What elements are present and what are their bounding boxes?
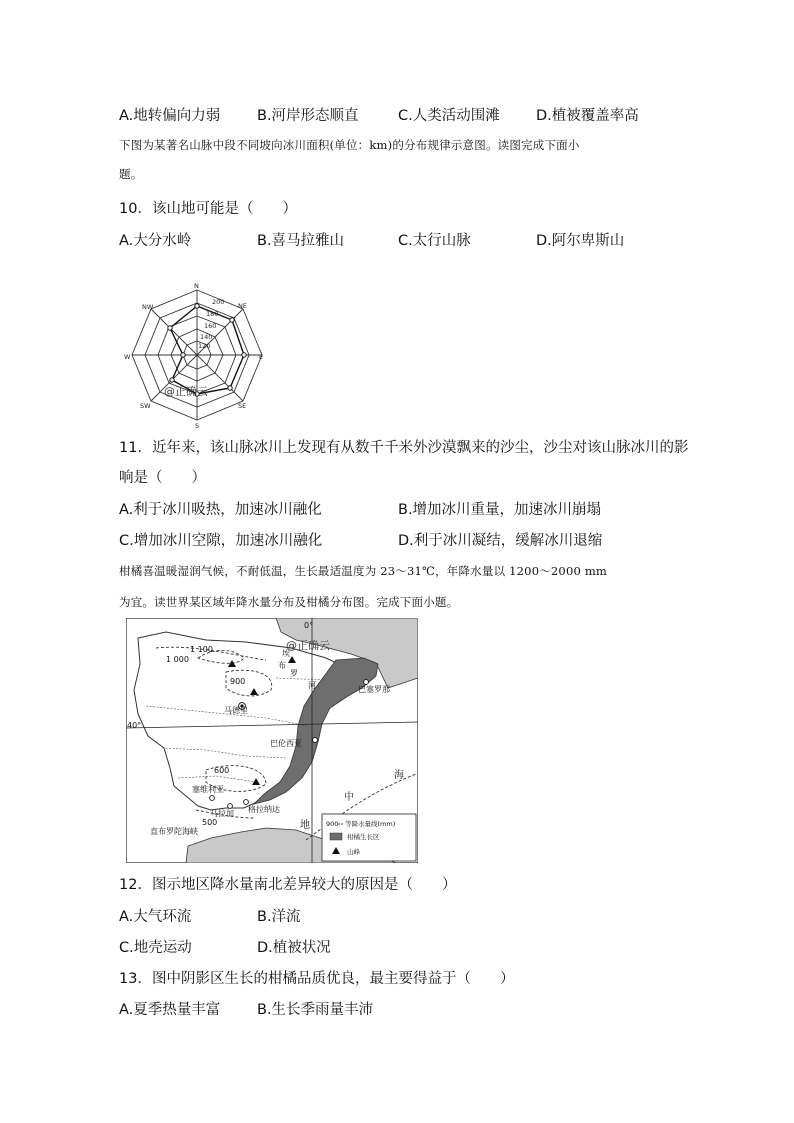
- glacier-radar-figure: [120, 282, 270, 430]
- map-label-malaga: 马拉加: [210, 809, 234, 818]
- radar-label-s: S: [195, 422, 200, 430]
- q12-option-b: B.洋流: [257, 909, 301, 925]
- legend-isohyet: 等降水量线(mm): [345, 820, 396, 828]
- radar-label-ne: NE: [238, 302, 247, 310]
- intro-2-line-1: 柑橘喜温暖湿润气候，不耐低温，生长最适温度为 23～31℃，年降水量以 1200～2000 mm: [119, 564, 608, 578]
- city-sevilla: [210, 796, 215, 801]
- intro-2-line-2: 为宜。读世界某区域年降水量分布及柑橘分布图。完成下面小题。: [119, 595, 459, 609]
- radar-ring-label-180: 180: [206, 310, 219, 318]
- city-valencia: [313, 738, 318, 743]
- isohyet-label-1100: 1 100: [190, 645, 213, 654]
- city-malaga: [228, 804, 233, 809]
- isohyet-label-1000: 1 000: [166, 655, 189, 664]
- map-label-barcelona: 巴塞罗那: [358, 685, 390, 694]
- q11-option-b: B.增加冰川重量，加速冰川崩塌: [398, 502, 602, 518]
- map-label-sea-zhong: 中: [344, 792, 354, 803]
- q13-option-a: A.夏季热量丰富: [119, 1002, 221, 1018]
- q11-option-c: C.增加冰川空隙，加速冰川融化: [119, 533, 323, 549]
- q11-option-d: D.利于冰川凝结，缓解冰川退缩: [398, 533, 603, 549]
- radar-label-n: N: [194, 282, 199, 290]
- q9-option-b: B.河岸形态顺直: [257, 108, 359, 124]
- radar-watermark: @正确云: [164, 385, 208, 398]
- q10-option-b: B.喜马拉雅山: [257, 233, 345, 249]
- map-label-gibraltar: 直布罗陀海峡: [150, 827, 198, 836]
- citrus-precipitation-map: [126, 618, 418, 863]
- map-label-sea-hai: 海: [394, 770, 404, 781]
- radar-label-sw: SW: [140, 402, 151, 410]
- q11-option-a: A.利于冰川吸热，加速冰川融化: [119, 502, 322, 518]
- map-label-lon0: 0°: [304, 621, 314, 630]
- isohyet-label-900: 900: [230, 677, 246, 686]
- radar-label-se: SE: [238, 402, 247, 410]
- intro-1-line-1: 下图为某著名山脉中段不同坡向冰川面积(单位：km)的分布规律示意图。读图完成下面小: [119, 138, 580, 152]
- radar-label-e: E: [259, 353, 264, 361]
- q13-option-b: B.生长季雨量丰沛: [257, 1002, 374, 1018]
- city-granada: [244, 800, 249, 805]
- map-label-sevilla: 塞维利亚: [192, 785, 224, 794]
- radar-ring-label-120: 120: [198, 342, 211, 350]
- radar-label-nw: NW: [142, 303, 154, 311]
- q11-stem-line-1: 11．近年来，该山脉冰川上发现有从数千千米外沙漠飘来的沙尘，沙尘对该山脉冰川的影: [119, 440, 689, 456]
- q10-option-c: C.太行山脉: [398, 233, 471, 249]
- q10-option-d: D.阿尔卑斯山: [536, 233, 625, 249]
- isohyet-label-600: 600: [214, 766, 230, 775]
- q12-stem: 12．图示地区降水量南北差异较大的原因是（ ）: [119, 877, 457, 893]
- radar-ring-label-200: 200: [212, 298, 225, 306]
- q13-stem: 13．图中阴影区生长的柑橘品质优良，最主要得益于（ ）: [119, 971, 515, 987]
- q9-option-a: A.地转偏向力弱: [119, 108, 221, 124]
- map-label-sea-di: 地: [300, 820, 310, 831]
- radar-label-w: W: [124, 353, 131, 361]
- q9-option-d: D.植被覆盖率高: [536, 108, 639, 124]
- map-label-ebro-1: 埃: [282, 649, 290, 658]
- q12-option-c: C.地壳运动: [119, 940, 192, 956]
- q9-option-c: C.人类活动围滩: [398, 108, 500, 124]
- q12-option-a: A.大气环流: [119, 909, 192, 925]
- radar-ring-label-140: 140: [200, 333, 213, 341]
- map-label-lat40: 40°: [127, 721, 142, 730]
- map-label-ebro-3: 罗: [290, 669, 298, 678]
- legend-citrus: 柑橘生长区: [347, 833, 380, 841]
- q12-option-d: D.植被状况: [257, 940, 331, 956]
- map-label-madrid: 马德里: [224, 706, 248, 715]
- radar-ring-label-160: 160: [204, 322, 217, 330]
- map-label-ebro-4: 河: [308, 681, 316, 690]
- legend-isohyet-value: 900: [326, 820, 339, 828]
- map-label-ebro-2: 布: [278, 661, 286, 670]
- q10-stem: 10．该山地可能是（ ）: [119, 201, 297, 217]
- map-label-granada: 格拉纳达: [248, 805, 280, 814]
- isohyet-label-500: 500: [202, 818, 218, 827]
- map-watermark: @正确云: [286, 639, 330, 652]
- intro-1-line-2: 题。: [119, 167, 143, 181]
- map-label-valencia: 巴伦西亚: [270, 739, 302, 748]
- city-barcelona: [364, 680, 369, 685]
- q10-option-a: A.大分水岭: [119, 233, 192, 249]
- legend-peak: 山峰: [347, 848, 360, 856]
- map-legend: [322, 814, 416, 861]
- q11-stem-line-2: 响是（ ）: [119, 470, 206, 486]
